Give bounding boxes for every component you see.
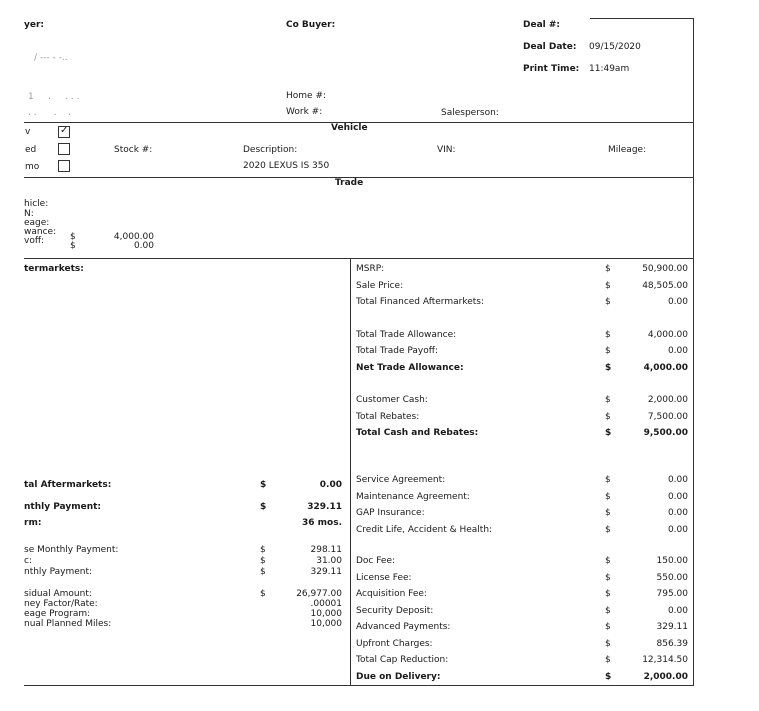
gap-insurance-label: GAP Insurance: — [356, 508, 425, 518]
lease-labels — [24, 589, 111, 629]
trade-mileage-label: eage: — [24, 218, 50, 228]
dollar-sign: $ — [605, 280, 611, 291]
doc-fee-value: 150.00 — [656, 556, 688, 566]
trade-payoff-total-value: 0.00 — [667, 346, 688, 356]
msrp-value: 50,900.00 — [642, 264, 688, 274]
money-factor-value: .00001 — [310, 599, 342, 609]
condition-used-label: ed — [25, 145, 37, 155]
dollar-sign: $ — [605, 491, 611, 502]
dollar-sign: $ — [605, 264, 611, 274]
top-right-rule — [590, 18, 694, 19]
dollar-sign: $ — [605, 508, 611, 518]
residual-amount-value: 26,977.00 — [296, 589, 342, 599]
right-border — [693, 18, 694, 686]
right-values — [608, 261, 688, 442]
credit-life-label: Credit Life, Accident & Health: — [356, 524, 493, 535]
trade-section-title: Trade — [335, 178, 364, 188]
trade-payoff-total-label: Total Trade Payoff: — [356, 346, 438, 356]
financed-aftermarkets-label: Total Financed Aftermarkets: — [356, 297, 484, 307]
dollar-sign: $ — [605, 329, 611, 340]
service-agreement-label: Service Agreement: — [356, 475, 446, 485]
upfront-charges-value: 856.39 — [656, 638, 688, 649]
breakdown-monthly-label: nthly Payment: — [24, 567, 93, 577]
condition-new-label: v — [25, 127, 31, 137]
dollar-sign: $ — [605, 572, 611, 583]
dollar-sign: $ — [605, 362, 612, 373]
lease-values — [282, 589, 342, 629]
trade-allowance-dollar: $ — [70, 232, 76, 242]
trade-payoff-label: voff: — [24, 236, 45, 246]
trade-allowance-total-label: Total Trade Allowance: — [356, 329, 457, 340]
trade-payoff-dollar: $ — [70, 241, 76, 251]
dollar-sign: $ — [605, 475, 611, 485]
total-cap-reduction-label: Total Cap Reduction: — [356, 655, 449, 665]
maintenance-agreement-value: 0.00 — [667, 491, 688, 502]
dollar-sign: $ — [605, 428, 612, 438]
total-cash-rebates-value: 9,500.00 — [643, 428, 688, 438]
bottom-rule — [24, 685, 694, 686]
base-payment-dollar: $ — [260, 545, 266, 555]
salesperson-label: Salesperson: — [441, 108, 499, 118]
total-aftermarkets-label: tal Aftermarkets: — [24, 480, 112, 490]
deal-number-label: Deal #: — [523, 20, 561, 30]
doc-fee-label: Doc Fee: — [356, 556, 396, 566]
home-phone-label: Home #: — [286, 91, 327, 101]
mileage-program-label: eage Program: — [24, 609, 91, 619]
due-on-delivery-value: 2,000.00 — [643, 671, 688, 682]
dollar-sign: $ — [605, 297, 611, 307]
right-labels — [356, 261, 484, 442]
mileage-label: Mileage: — [608, 145, 647, 155]
trade-vehicle-label: hicle: — [24, 199, 49, 209]
buyer-zip-redacted: . . . . — [28, 108, 71, 118]
license-fee-label: License Fee: — [356, 572, 412, 583]
net-trade-allowance-label: Net Trade Allowance: — [356, 362, 464, 373]
base-payment-value: 298.11 — [310, 545, 342, 555]
right-values-products — [608, 472, 688, 538]
credit-life-value: 0.00 — [667, 524, 688, 535]
description-value: 2020 LEXUS IS 350 — [243, 161, 330, 171]
vin-label: VIN: — [437, 145, 456, 155]
total-aftermarkets-dollar: $ — [260, 480, 267, 490]
deal-date-value: 09/15/2020 — [589, 42, 641, 52]
vehicle-section-title: Vehicle — [331, 123, 368, 133]
dollar-sign: $ — [605, 655, 611, 665]
right-values-fees — [608, 553, 688, 685]
msrp-label: MSRP: — [356, 264, 385, 274]
acquisition-fee-value: 795.00 — [656, 589, 688, 599]
description-label: Description: — [243, 145, 298, 155]
dollar-sign: $ — [605, 605, 611, 616]
service-agreement-value: 0.00 — [667, 475, 688, 485]
right-labels-products — [356, 472, 492, 538]
total-cash-rebates-label: Total Cash and Rebates: — [356, 428, 479, 438]
customer-cash-label: Customer Cash: — [356, 395, 428, 405]
summary-top-rule — [24, 258, 694, 259]
net-trade-allowance-value: 4,000.00 — [643, 362, 688, 373]
total-rebates-label: Total Rebates: — [356, 411, 420, 422]
right-labels-fees — [356, 553, 450, 685]
buyer-address-redacted: / ‑‑‑ ‑ ‑.. — [34, 53, 68, 63]
work-phone-label: Work #: — [286, 107, 323, 117]
print-time-label: Print Time: — [523, 64, 580, 74]
due-on-delivery-label: Due on Delivery: — [356, 671, 441, 682]
tax-value: 31.00 — [316, 556, 342, 566]
monthly-payment-value: 329.11 — [307, 502, 342, 512]
breakdown-monthly-value: 329.11 — [310, 567, 342, 577]
payment-breakdown-labels — [24, 545, 118, 578]
deal-date-label: Deal Date: — [523, 42, 577, 52]
payment-breakdown-dollars — [260, 545, 266, 578]
advanced-payments-value: 329.11 — [656, 622, 688, 632]
dollar-sign: $ — [605, 638, 611, 649]
cobuyer-label: Co Buyer: — [286, 20, 336, 30]
condition-new-checkbox[interactable] — [58, 126, 70, 138]
term-label: rm: — [24, 518, 42, 528]
term-value: 36 mos. — [302, 518, 342, 528]
trade-payoff-value: 0.00 — [133, 241, 154, 251]
trade-allowance-label: wance: — [24, 227, 57, 237]
monthly-payment-label: nthly Payment: — [24, 502, 102, 512]
trade-allowance-total-value: 4,000.00 — [647, 329, 688, 340]
sale-price-label: Sale Price: — [356, 280, 404, 291]
condition-used-checkbox[interactable] — [58, 143, 70, 155]
base-payment-label: se Monthly Payment: — [24, 545, 119, 555]
dollar-sign: $ — [605, 556, 611, 566]
tax-label: c: — [24, 556, 32, 566]
dollar-sign: $ — [605, 411, 611, 422]
tax-dollar: $ — [260, 556, 266, 566]
money-factor-label: ney Factor/Rate: — [24, 599, 98, 609]
aftermarkets-label: termarkets: — [24, 264, 84, 274]
customer-cash-value: 2,000.00 — [647, 395, 688, 405]
dollar-sign: $ — [605, 622, 611, 632]
summary-divider — [350, 258, 351, 686]
license-fee-value: 550.00 — [656, 572, 688, 583]
dollar-sign: $ — [605, 524, 611, 535]
total-rebates-value: 7,500.00 — [647, 411, 688, 422]
mileage-program-value: 10,000 — [310, 609, 342, 619]
sale-price-value: 48,505.00 — [642, 280, 688, 291]
trade-allowance-value: 4,000.00 — [113, 232, 154, 242]
security-deposit-label: Security Deposit: — [356, 605, 434, 616]
upfront-charges-label: Upfront Charges: — [356, 638, 433, 649]
monthly-payment-dollar: $ — [260, 502, 267, 512]
print-time-value: 11:49am — [589, 64, 630, 74]
security-deposit-value: 0.00 — [667, 605, 688, 616]
condition-demo-label: mo — [25, 162, 40, 172]
total-cap-reduction-value: 12,314.50 — [642, 655, 688, 665]
trade-vin-label: N: — [24, 209, 34, 219]
planned-miles-label: nual Planned Miles: — [24, 619, 112, 629]
maintenance-agreement-label: Maintenance Agreement: — [356, 491, 470, 502]
stock-label: Stock #: — [114, 145, 153, 155]
payment-breakdown-values — [282, 545, 342, 578]
planned-miles-value: 10,000 — [310, 619, 342, 629]
dollar-sign: $ — [605, 395, 611, 405]
residual-amount-dollar: $ — [260, 589, 266, 599]
buyer-label: yer: — [24, 20, 45, 30]
breakdown-monthly-dollar: $ — [260, 567, 266, 577]
advanced-payments-label: Advanced Payments: — [356, 622, 451, 632]
acquisition-fee-label: Acquisition Fee: — [356, 589, 427, 599]
total-aftermarkets-value: 0.00 — [319, 480, 342, 490]
dollar-sign: $ — [605, 671, 612, 682]
financed-aftermarkets-value: 0.00 — [667, 297, 688, 307]
dollar-sign: $ — [605, 346, 611, 356]
condition-demo-checkbox[interactable] — [58, 160, 70, 172]
buyer-city-redacted: 1 . . . . — [28, 92, 80, 102]
residual-amount-label: sidual Amount: — [24, 589, 92, 599]
dollar-sign: $ — [605, 589, 611, 599]
gap-insurance-value: 0.00 — [667, 508, 688, 518]
